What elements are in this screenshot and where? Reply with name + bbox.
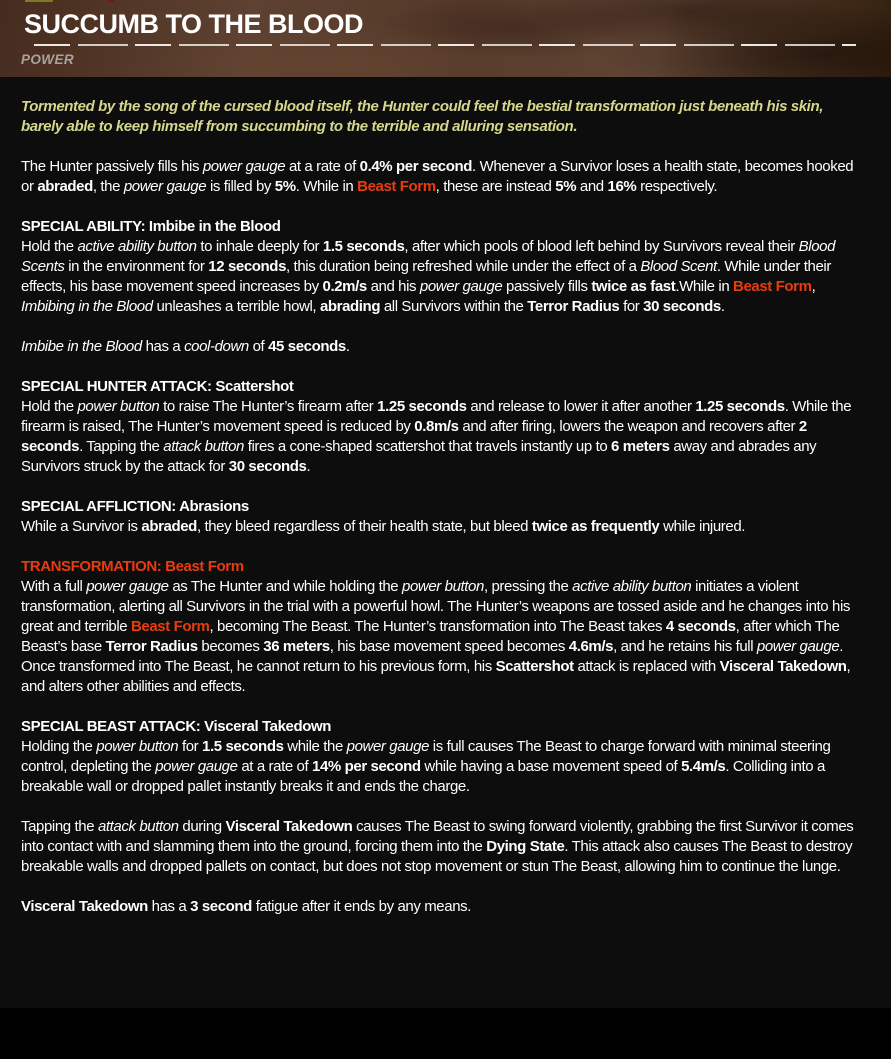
- text-run: during: [178, 818, 226, 835]
- text-run: Visceral Takedown: [225, 818, 353, 835]
- text-run: 3 second: [190, 898, 252, 915]
- text-run: as The Hunter and while holding the: [168, 578, 402, 595]
- text-run: unleashes a terrible howl,: [152, 298, 320, 315]
- decor-sliver-olive: [25, 0, 53, 2]
- text-run: power gauge: [123, 178, 207, 195]
- text-run: , becoming The Beast. The Hunter’s transformation into The Beast takes: [209, 618, 666, 635]
- text-run: in the environment for: [64, 258, 209, 275]
- text-run: . This attack also causes The Beast to destroy breakable walls and dropped pallets on contact, but does not stop movement or stun The Beast, allowing him to continue the lunge.: [21, 838, 853, 875]
- text-run: of: [248, 338, 269, 355]
- text-run: abraded: [37, 178, 93, 195]
- text-run: attack button: [163, 438, 244, 455]
- flavor-text-block: [21, 97, 863, 137]
- content-block: [21, 377, 863, 477]
- text-run: Terror Radius: [105, 638, 198, 655]
- text-run: 5%: [274, 178, 296, 195]
- text-run: While a Survivor is: [21, 518, 142, 535]
- text-run: while injured.: [659, 518, 746, 535]
- text-run: , and he retains his full: [613, 638, 757, 655]
- text-run: With a full: [21, 578, 87, 595]
- text-run: twice as frequently: [531, 518, 660, 535]
- text-run: 14% per second: [312, 758, 421, 775]
- text-run: has a: [141, 338, 185, 355]
- paragraph: [21, 517, 863, 537]
- text-run: abrading: [319, 298, 381, 315]
- power-description-body: [0, 77, 891, 1008]
- content-block: [21, 897, 863, 917]
- text-run: , the: [92, 178, 124, 195]
- text-run: becomes: [197, 638, 264, 655]
- text-run: , and alters other abilities and effects.: [21, 658, 851, 695]
- text-run: 4.6m/s: [568, 638, 614, 655]
- beast-form-link[interactable]: Beast Form: [357, 178, 436, 195]
- text-run: The Hunter passively fills his: [21, 158, 203, 175]
- content-block: [21, 497, 863, 537]
- text-run: Terror Radius: [527, 298, 620, 315]
- text-run: fires a cone-shaped scattershot that travels instantly up to: [243, 438, 612, 455]
- text-run: .: [306, 458, 311, 475]
- text-run: 36 meters: [263, 638, 330, 655]
- text-run: and: [576, 178, 608, 195]
- power-title: SUCCUMB TO THE BLOOD: [24, 9, 363, 39]
- text-run: 16%: [607, 178, 637, 195]
- text-run: Hold the: [21, 398, 78, 415]
- text-run: Visceral Takedown: [21, 898, 148, 915]
- text-run: 1.5 seconds: [202, 738, 284, 755]
- text-run: initiates a violent transformation, alerting all Survivors in the trial with a powerful howl. The Hunter’s weapons are tossed aside and he changes into his great and terrible: [21, 578, 850, 635]
- section-heading: SPECIAL ABILITY: Imbibe in the Blood: [21, 218, 281, 235]
- text-run: power button: [402, 578, 484, 595]
- text-run: , these are instead: [435, 178, 556, 195]
- text-run: power gauge: [419, 278, 503, 295]
- text-run: 5%: [555, 178, 577, 195]
- beast-form-link[interactable]: Beast Form: [130, 618, 210, 635]
- text-run: 4 seconds: [665, 618, 736, 635]
- power-subtitle: POWER: [21, 52, 75, 67]
- content-block: [21, 557, 863, 697]
- text-run: attack is replaced with: [573, 658, 720, 675]
- text-run: , after which pools of blood left behind by Survivors reveal their: [404, 238, 799, 255]
- section-heading: SPECIAL BEAST ATTACK: Visceral Takedown: [21, 718, 332, 735]
- text-run: for: [178, 738, 203, 755]
- text-run: respectively.: [636, 178, 718, 195]
- text-run: is filled by: [206, 178, 275, 195]
- text-run: power button: [77, 398, 160, 415]
- content-block: [21, 217, 863, 317]
- text-run: .: [345, 338, 350, 355]
- paragraph: [21, 397, 863, 477]
- text-run: while having a base movement speed of: [420, 758, 682, 775]
- section-heading: SPECIAL AFFLICTION: Abrasions: [21, 498, 249, 515]
- text-run: attack button: [97, 818, 179, 835]
- text-run: 30 seconds: [643, 298, 721, 315]
- text-run: 1.5 seconds: [322, 238, 405, 255]
- text-run: active ability button: [572, 578, 692, 595]
- text-run: power gauge: [155, 758, 238, 775]
- text-run: , pressing the: [483, 578, 573, 595]
- text-run: 0.8m/s: [414, 418, 459, 435]
- content-blocks: [21, 97, 863, 917]
- text-run: . Whenever a Survivor loses a health state, becomes hooked or: [21, 158, 854, 195]
- text-run: abraded: [141, 518, 197, 535]
- text-run: , his base movement speed becomes: [329, 638, 569, 655]
- text-run: 0.2m/s: [322, 278, 367, 295]
- text-run: power gauge: [86, 578, 169, 595]
- text-run: power gauge: [346, 738, 430, 755]
- content-block: [21, 337, 863, 357]
- paragraph: [21, 817, 863, 877]
- text-run: Visceral Takedown: [719, 658, 847, 675]
- paragraph: [21, 897, 863, 917]
- text-run: 45 seconds: [268, 338, 346, 355]
- text-run: 1.25 seconds: [695, 398, 785, 415]
- text-run: Tapping the: [21, 818, 98, 835]
- text-run: 2 seconds: [21, 418, 807, 455]
- text-run: and after firing, lowers the weapon and recovers after: [458, 418, 799, 435]
- text-run: passively fills: [502, 278, 592, 295]
- paragraph: [21, 237, 863, 317]
- text-run: at a rate of: [285, 158, 360, 175]
- text-run: Tormented by the song of the cursed blood itself, the Hunter could feel the bestial transformation just beneath his skin, barely able to keep himself from succumbing to the terrible and alluring sensation.: [21, 98, 823, 135]
- text-run: Hold the: [21, 238, 78, 255]
- text-run: has a: [147, 898, 191, 915]
- text-run: Scattershot: [495, 658, 574, 675]
- text-run: .While in: [675, 278, 734, 295]
- text-run: away and abrades any Survivors struck by the attack for: [21, 438, 817, 475]
- text-run: . While under their effects, his base movement speed increases by: [21, 258, 831, 295]
- section-heading: TRANSFORMATION: Beast Form: [21, 558, 244, 575]
- paragraph: [21, 737, 863, 797]
- text-run: power button: [96, 738, 179, 755]
- text-run: is full causes The Beast to charge forward with minimal steering control, depleting the: [21, 738, 831, 775]
- text-run: . Tapping the: [79, 438, 164, 455]
- text-run: causes The Beast to swing forward violently, grabbing the first Survivor it comes into contact with and slamming them into the ground, forcing them into the: [21, 818, 854, 855]
- text-run: power gauge: [756, 638, 840, 655]
- decor-sliver-red: [108, 0, 114, 2]
- text-run: to raise The Hunter’s firearm after: [159, 398, 378, 415]
- text-run: 12 seconds: [208, 258, 287, 275]
- text-run: Blood Scents: [21, 238, 836, 275]
- text-run: . While the firearm is raised, The Hunter’s movement speed is reduced by: [21, 398, 852, 435]
- text-run: . While in: [295, 178, 358, 195]
- text-run: fatigue after it ends by any means.: [251, 898, 472, 915]
- text-run: , this duration being refreshed while under the effect of a: [286, 258, 641, 275]
- text-run: Imbibing in the Blood: [21, 298, 153, 315]
- content-block: [21, 717, 863, 797]
- text-run: 5.4m/s: [681, 758, 726, 775]
- footer-strip: [0, 1008, 891, 1059]
- text-run: active ability button: [77, 238, 197, 255]
- power-header: [0, 0, 891, 77]
- text-run: 1.25 seconds: [377, 398, 467, 415]
- text-run: Imbibe in the Blood: [21, 338, 142, 355]
- text-run: 30 seconds: [228, 458, 307, 475]
- text-run: , they bleed regardless of their health state, but bleed: [196, 518, 532, 535]
- text-run: .: [720, 298, 725, 315]
- text-run: at a rate of: [237, 758, 313, 775]
- title-divider: [34, 44, 856, 46]
- section-heading: SPECIAL HUNTER ATTACK: Scattershot: [21, 378, 294, 395]
- beast-form-link[interactable]: Beast Form: [733, 278, 812, 295]
- text-run: all Survivors within the: [380, 298, 528, 315]
- text-run: power gauge: [202, 158, 286, 175]
- text-run: Dying State: [486, 838, 565, 855]
- content-block: [21, 817, 863, 877]
- paragraph: [21, 97, 863, 137]
- text-run: and his: [366, 278, 420, 295]
- text-run: , after which The Beast’s base: [21, 618, 840, 655]
- text-run: . Once transformed into The Beast, he cannot return to his previous form, his: [21, 638, 844, 675]
- paragraph: [21, 157, 863, 197]
- text-run: cool-down: [184, 338, 249, 355]
- text-run: 0.4% per second: [359, 158, 473, 175]
- text-run: while the: [283, 738, 347, 755]
- content-block: [21, 157, 863, 197]
- text-run: for: [619, 298, 644, 315]
- paragraph: [21, 337, 863, 357]
- text-run: to inhale deeply for: [196, 238, 323, 255]
- text-run: . Colliding into a breakable wall or dropped pallet instantly breaks it and ends the charge.: [21, 758, 825, 795]
- text-run: Blood Scent: [640, 258, 717, 275]
- paragraph: [21, 577, 863, 697]
- text-run: twice as fast: [591, 278, 676, 295]
- text-run: and release to lower it after another: [466, 398, 696, 415]
- text-run: 6 meters: [611, 438, 670, 455]
- text-run: ,: [811, 278, 816, 295]
- text-run: Holding the: [21, 738, 97, 755]
